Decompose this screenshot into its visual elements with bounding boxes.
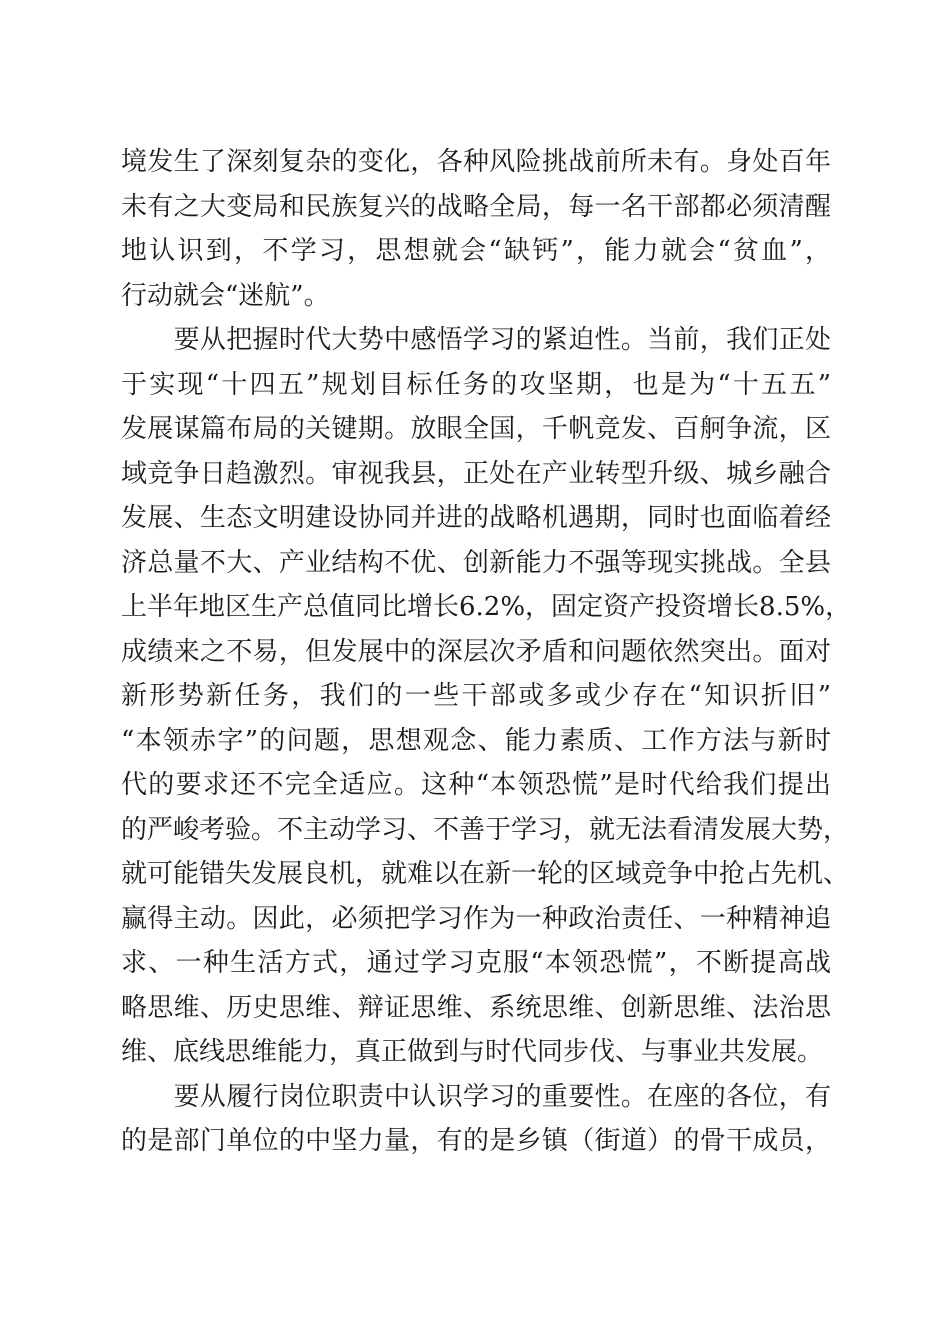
text-line: 要从履行岗位职责中认识学习的重要性。在座的各位，有 [121,1081,831,1112]
text-line: 上半年地区生产总值同比增长6.2%，固定资产投资增长8.5%， [121,592,852,622]
text-line: 赢得主动。因此，必须把学习作为一种政治责任、一种精神追 [121,903,831,934]
text-line: 行动就会“迷航”。 [121,280,330,311]
text-line: 地认识到，不学习，思想就会“缺钙”，能力就会“贫血”， [121,236,831,266]
text-line: 求、一种生活方式，通过学习克服“本领恐慌”，不断提高战 [121,948,831,978]
text-line: 的严峻考验。不主动学习、不善于学习，就无法看清发展大势， [121,814,850,845]
text-line: 域竞争日趋激烈。审视我县，正处在产业转型升级、城乡融合 [121,458,831,489]
body-text [121,140,852,1164]
text-line: 于实现“十四五”规划目标任务的攻坚期，也是为“十五五” [121,369,831,400]
text-line: 济总量不大、产业结构不优、创新能力不强等现实挑战。全县 [121,547,831,578]
text-line: 略思维、历史思维、辩证思维、系统思维、创新思维、法治思 [121,992,831,1023]
text-line: 要从把握时代大势中感悟学习的紧迫性。当前，我们正处 [121,325,831,355]
text-line: 成绩来之不易，但发展中的深层次矛盾和问题依然突出。面对 [121,636,831,667]
text-line: 代的要求还不完全适应。这种“本领恐慌”是时代给我们提出 [121,770,831,800]
text-line: 维、底线思维能力，真正做到与时代同步伐、与事业共发展。 [121,1037,824,1067]
text-line: 发展、生态文明建设协同并进的战略机遇期，同时也面临着经 [121,503,831,533]
text-line: 发展谋篇布局的关键期。放眼全国，千帆竞发、百舸争流，区 [121,414,831,444]
text-line: 新形势新任务，我们的一些干部或多或少存在“知识折旧” [121,681,831,711]
text-line: 境发生了深刻复杂的变化，各种风险挑战前所未有。身处百年 [121,147,831,177]
text-line: 未有之大变局和民族复兴的战略全局，每一名干部都必须清醒 [121,191,831,222]
text-line: “本领赤字”的问题，思想观念、能力素质、工作方法与新时 [121,725,831,756]
text-line: 就可能错失发展良机，就难以在新一轮的区域竞争中抢占先机、 [121,859,850,889]
text-line: 的是部门单位的中坚力量，有的是乡镇（街道）的骨干成员， [121,1126,831,1156]
